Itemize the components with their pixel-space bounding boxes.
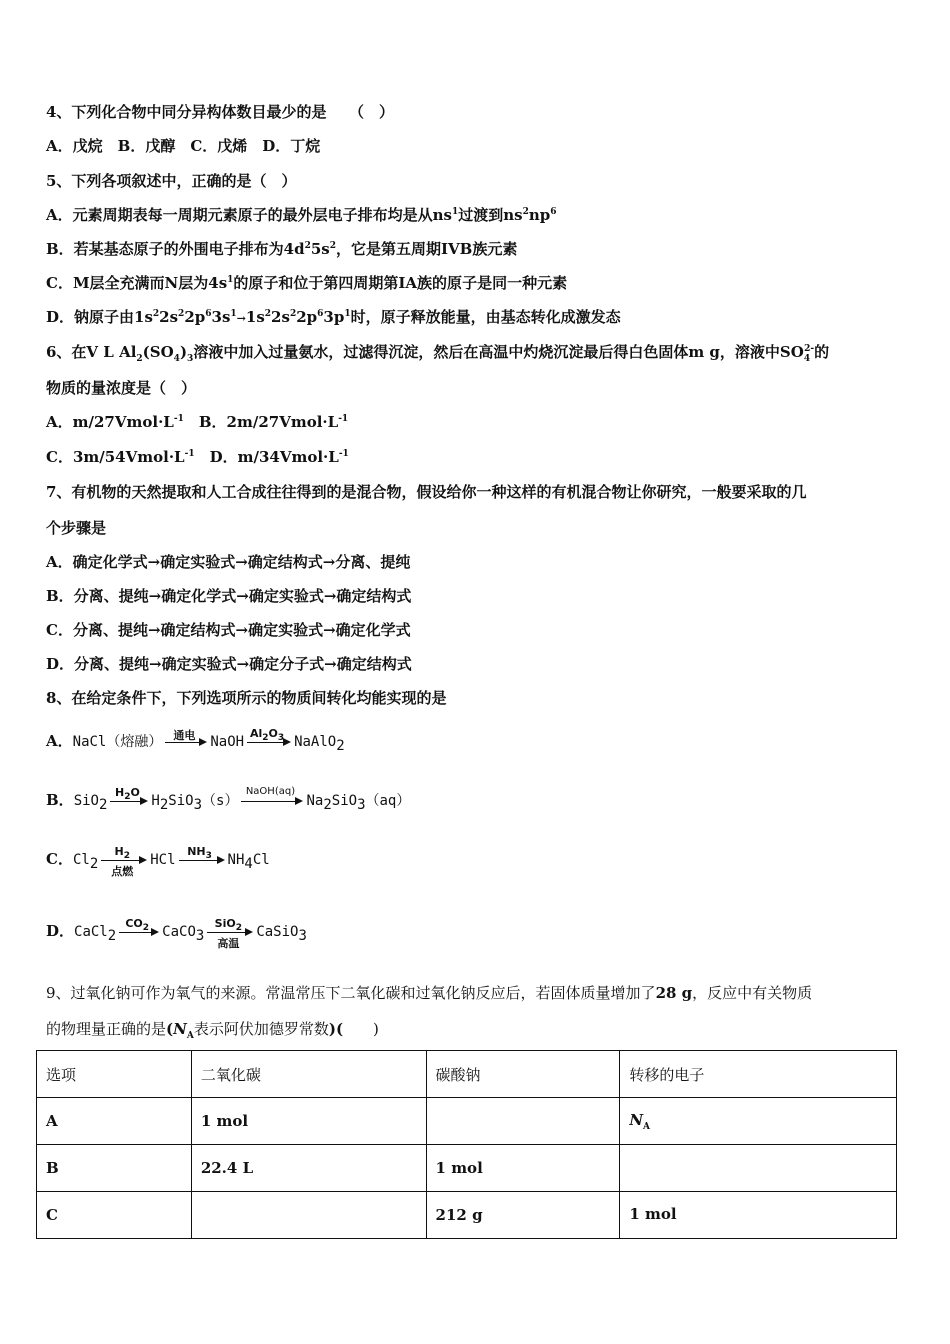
cell-option: A [37, 1098, 192, 1145]
q5-option-a: A．元素周期表每一周期元素原子的最外层电子排布均是从$ns^1$过渡到$ns^2np^6$ [46, 206, 557, 224]
cell-na2co3 [426, 1098, 620, 1145]
cell-na2co3: 1 mol [426, 1145, 620, 1192]
header-na2co3: 碳酸钠 [426, 1051, 620, 1098]
q8-b-arrow-2: NaOH(aq) [241, 790, 303, 812]
q8-option-c: C．$Cl_2$ $H_2$ 点燃 HCl $NH_3$ $NH_4Cl$ [46, 845, 270, 878]
header-electrons: 转移的电子 [620, 1051, 897, 1098]
q8-stem: 8、在给定条件下，下列选项所示的物质间转化均能实现的是 [46, 689, 447, 707]
q8-option-b: B．SiO$_2$ $H_2O$ $H_2SiO_3(s)$ NaOH(aq) $Na_2SiO_3(aq)$ [46, 786, 411, 813]
q6-options-cd: C．$3m/54Vmol\cdot L^{-1}$ D．$m/34Vmol\cdot L^{-1}$ [46, 448, 349, 466]
q7-option-c: C．分离、提纯→确定结构式→确定实验式→确定化学式 [46, 621, 411, 639]
q8-a-arrow-2: $Al_2O_3$ [247, 731, 291, 753]
q8-b-arrow-1: $H_2O$ [110, 790, 148, 812]
q8-d-arrow-1: $CO_2$ [119, 921, 159, 943]
q7-option-b: B．分离、提纯→确定化学式→确定实验式→确定结构式 [46, 587, 412, 605]
table-row [37, 1192, 897, 1239]
q8-d-arrow-2: SiO$_2$ 高温 [207, 921, 253, 943]
q6-stem-line2: 物质的量浓度是（ ） [46, 379, 197, 397]
q8-option-d: D．CaCl$_2$ $CO_2$ CaCO$_3$ SiO$_2$ 高温 CaSiO$_3$ [46, 917, 307, 950]
q7-option-a: A．确定化学式→确定实验式→确定结构式→分离、提纯 [46, 553, 411, 571]
cell-electrons: 1 mol [620, 1192, 897, 1239]
q8-c-arrow-1: $H_2$ 点燃 [101, 849, 147, 871]
table-row [37, 1098, 897, 1145]
q9-stem-line2: 的物理量正确的是($N_A$表示阿伏加德罗常数)( ) [46, 1020, 379, 1041]
q7-option-d: D．分离、提纯→确定实验式→确定分子式→确定结构式 [46, 655, 412, 673]
cell-na2co3: 212 g [426, 1192, 620, 1239]
q7-stem-line1: 7、有机物的天然提取和人工合成往往得到的是混合物，假设给你一种这样的有机混合物让你研究，一般要采取的几 [46, 483, 807, 501]
header-co2: 二氧化碳 [191, 1051, 426, 1098]
cell-co2: 1 mol [191, 1098, 426, 1145]
q6-options-ab: A．$m/27Vmol\cdot L^{-1}$ B．$2m/27Vmol\cdot L^{-1}$ [46, 413, 349, 431]
q5-option-b: B．若某基态原子的外围电子排布为$4d^25s^2$，它是第五周期IVB族元素 [46, 240, 518, 258]
q5-stem: 5、下列各项叙述中，正确的是（ ） [46, 172, 297, 190]
header-option: 选项 [37, 1051, 192, 1098]
q8-c-arrow-2: $NH_3$ [179, 849, 225, 871]
table-header-row [37, 1051, 897, 1098]
q8-option-a: A．NaCl（熔融） 通电 NaOH $Al_2O_3$ NaAlO$_2$ [46, 727, 345, 754]
q5-option-d: D．钠原子由$1s^22s^22p^63s^1\to 1s^22s^22p^63p^1$时，原子释放能量，由基态转化成激发态 [46, 308, 621, 326]
cell-electrons [620, 1145, 897, 1192]
q9-table [36, 1050, 897, 1239]
table-row [37, 1145, 897, 1192]
q6-stem-line1: 6、在V L $Al_2(SO_4)_3$溶液中加入过量氨水，过滤得沉淀，然后在高温中灼烧沉淀最后得白色固体m g，溶液中$SO_4^{2-}$的 [46, 343, 830, 364]
cell-co2 [191, 1192, 426, 1239]
q7-stem-line2: 个步骤是 [46, 519, 107, 537]
q4-stem: 4、下列化合物中同分异构体数目最少的是 （ ） [46, 103, 394, 121]
q8-a-arrow-1: 通电 [165, 731, 207, 753]
q9-stem-line1: 9、过氧化钠可作为氧气的来源。常温常压下二氧化碳和过氧化钠反应后，若固体质量增加了28 g，反应中有关物质 [46, 984, 813, 1002]
cell-electrons: $N_A$ [620, 1098, 897, 1145]
q4-options: A．戊烷 B．戊醇 C．戊烯 D．丁烷 [46, 137, 321, 155]
cell-option: B [37, 1145, 192, 1192]
cell-co2: 22.4 L [191, 1145, 426, 1192]
q5-option-c: C．M层全充满而N层为$4s^1$的原子和位于第四周期第ⅠA族的原子是同一种元素 [46, 274, 568, 292]
cell-option: C [37, 1192, 192, 1239]
